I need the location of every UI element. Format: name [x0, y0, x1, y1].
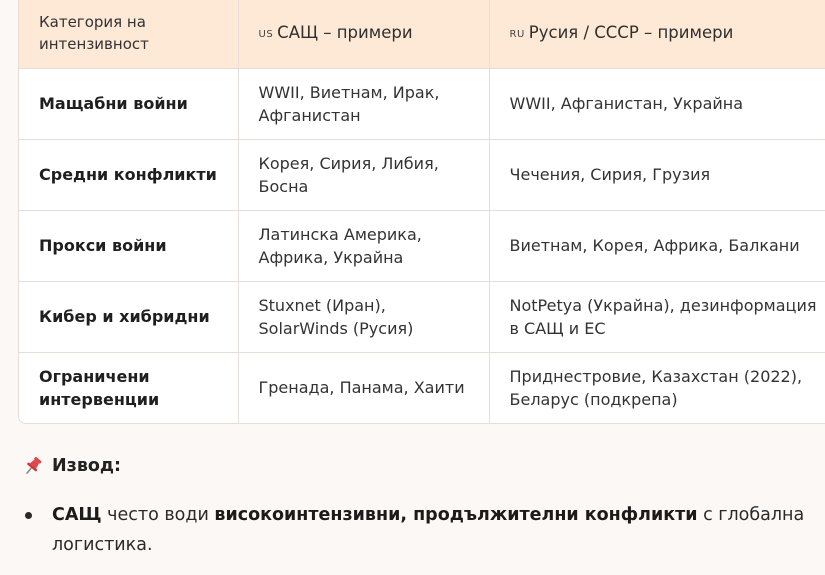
row-us-examples: Корея, Сирия, Либия, Босна — [238, 139, 489, 210]
row-ru-examples: NotPetya (Украйна), дезинформация в САЩ и ЕС — [489, 281, 825, 352]
table-row — [19, 281, 825, 352]
header-us-label: САЩ – примери — [277, 22, 413, 42]
row-ru-examples: Виетнам, Корея, Африка, Балкани — [489, 210, 825, 281]
row-us-examples: Латинска Америка, Африка, Украйна — [238, 210, 489, 281]
ru-flag-icon: RU — [509, 28, 525, 40]
table-row — [19, 68, 825, 139]
row-ru-examples: Чечения, Сирия, Грузия — [489, 139, 825, 210]
row-category: Прокси войни — [19, 210, 238, 281]
row-category: Мащабни войни — [19, 68, 238, 139]
row-ru-examples: Приднестровие, Казахстан (2022), Беларус (подкрепа) — [509, 366, 803, 409]
conclusion-title: Извод: — [52, 456, 122, 476]
header-ru-label: Русия / СССР – примери — [528, 22, 734, 42]
table-row — [19, 139, 825, 210]
pushpin-icon — [22, 455, 44, 477]
bullet-icon — [25, 512, 32, 519]
row-us-examples: Гренада, Панама, Хаити — [238, 352, 489, 423]
comparison-table — [19, 0, 825, 423]
row-category: Кибер и хибридни — [19, 281, 238, 352]
bullet-text-end: с глобална логистика. — [52, 505, 805, 555]
header-category: Категория на интензивност — [19, 0, 238, 68]
row-us-examples: Stuxnet (Иран), SolarWinds (Русия) — [238, 281, 489, 352]
table-row — [19, 210, 825, 281]
list-item — [22, 500, 812, 560]
comparison-table-container — [18, 0, 825, 424]
header-us — [238, 0, 489, 68]
table-row — [19, 352, 825, 423]
header-ru — [489, 0, 825, 68]
bullet-emphasis: високоинтензивни, продължителни конфликти — [214, 505, 698, 525]
us-flag-icon: US — [258, 28, 274, 40]
bullet-subject: САЩ — [52, 505, 102, 525]
row-category: Средни конфликти — [19, 139, 238, 210]
row-us-examples: WWII, Виетнам, Ирак, Афганистан — [238, 68, 489, 139]
row-category: Ограничени интервенции — [19, 352, 238, 423]
table-header-row — [19, 0, 825, 68]
conclusion-heading — [22, 455, 121, 477]
bullet-text: често води — [101, 505, 215, 525]
bullet-list — [22, 500, 812, 560]
row-ru-examples: WWII, Афганистан, Украйна — [489, 68, 825, 139]
